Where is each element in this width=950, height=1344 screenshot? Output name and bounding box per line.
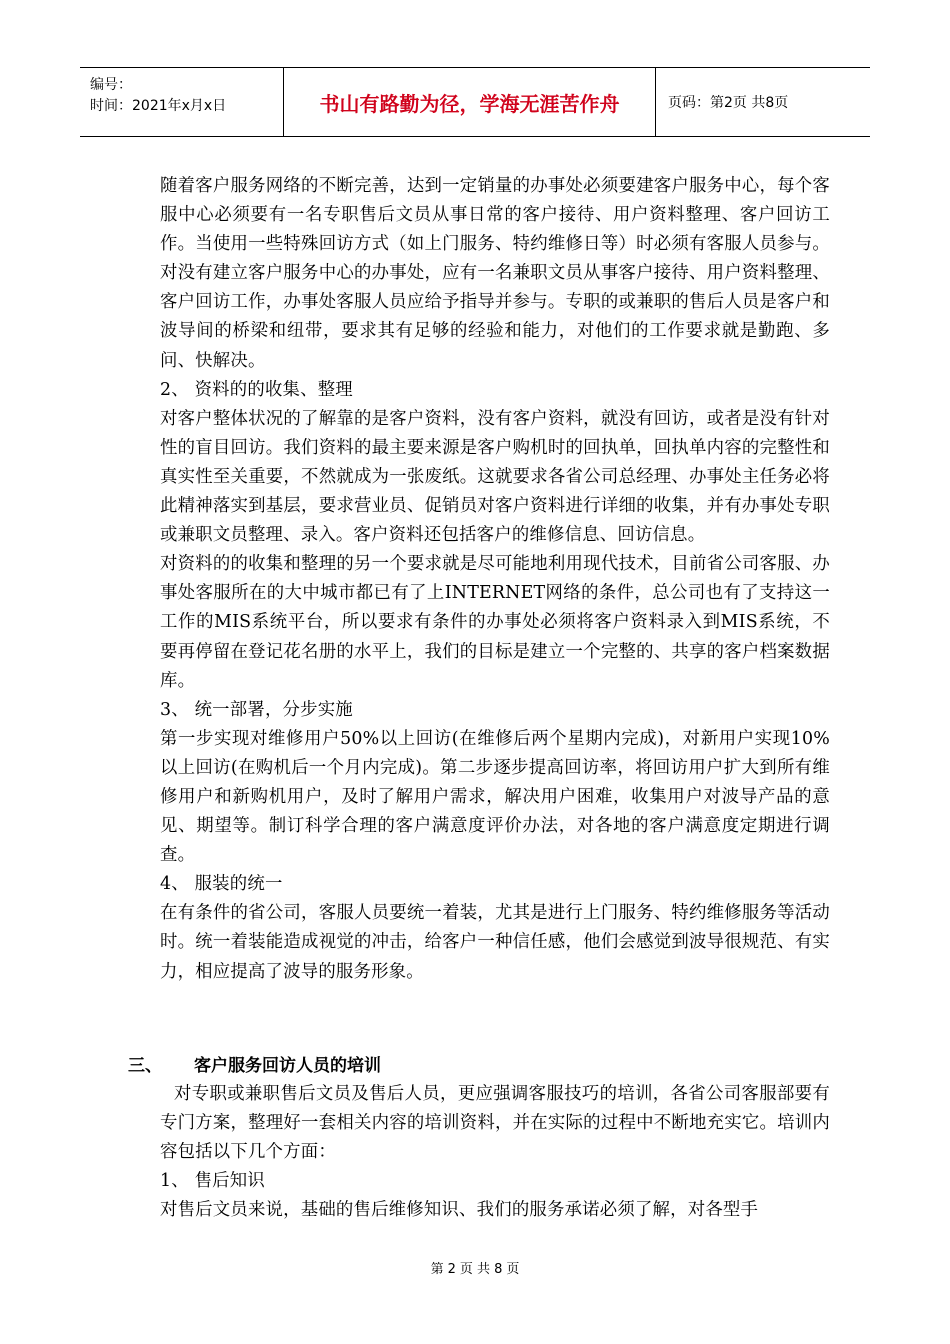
body-paragraph: 对专职或兼职售后文员及售后人员，更应强调客服技巧的培训，各省公司客服部要有专门方案，整理好一套相关内容的培训资料，并在实际的过程中不断地充实它。培训内容包括以下几个方面： bbox=[160, 1084, 830, 1163]
header-meta-cell bbox=[80, 68, 284, 136]
subheading: 2、 资料的的收集、整理 bbox=[160, 379, 353, 400]
page-footer bbox=[0, 1258, 950, 1277]
body-paragraph: 对客户整体状况的了解靠的是客户资料，没有客户资料，就没有回访，或者是没有针对性的盲目回访。我们资料的最主要来源是客户购机时的回执单，回执单内容的完整性和真实性至关重要，不然就成为一张废纸。这就要求各省公司总经理、办事处主任务必将此精神落实到基层，要求营业员、促销员对客户资料进行详细的收集，并有办事处专职或兼职文员整理、录入。客户资料还包括客户的维修信息、回访信息。 bbox=[160, 408, 830, 546]
section-title: 客户服务回访人员的培训 bbox=[194, 1056, 381, 1076]
section-number: 三、 bbox=[128, 1056, 162, 1076]
footer-suffix: 页 bbox=[506, 1262, 520, 1277]
section-heading bbox=[128, 1051, 381, 1076]
page-info: 页码：第2页 共8页 bbox=[668, 95, 789, 111]
subheading: 4、 服装的统一 bbox=[160, 874, 283, 895]
body-paragraph: 随着客户服务网络的不断完善，达到一定销量的办事处必须要建客户服务中心，每个客服中心必须要有一名专职售后文员从事日常的客户接待、用户资料整理、客户回访工作。当使用一些特殊回访方式（如上门服务、特约维修日等）时必须有客服人员参与。对没有建立客户服务中心的办事处，应有一名兼职文员从事客户接待、用户资料整理、客户回访工作，办事处客服人员应给予指导并参与。专职的或兼职的售后人员是客户和波导间的桥梁和纽带，要求其有足够的经验和能力，对他们的工作要求就是勤跑、多问、快解决。 bbox=[160, 176, 830, 371]
header-motto-cell bbox=[284, 68, 656, 136]
subheading: 1、 售后知识 bbox=[160, 1171, 265, 1192]
body-paragraph: 在有条件的省公司，客服人员要统一着装，尤其是进行上门服务、特约维修服务等活动时。统一着装能造成视觉的冲击，给客户一种信任感，他们会感觉到波导很规范、有实力，相应提高了波导的服务形象。 bbox=[160, 903, 830, 982]
page-header bbox=[80, 67, 870, 137]
body-paragraph: 对资料的的收集和整理的另一个要求就是尽可能地利用现代技术，目前省公司客服、办事处客服所在的大中城市都已有了上INTERNET网络的条件，总公司也有了支持这一工作的MIS系统平台，所以要求有条件的办事处必须将客户资料录入到MIS系统，不要再停留在登记花名册的水平上，我们的目标是建立一个完整的、共享的客户档案数据库。 bbox=[160, 554, 830, 691]
motto-text: 书山有路勤为径，学海无涯苦作舟 bbox=[319, 91, 620, 116]
subheading: 3、 统一部署，分步实施 bbox=[160, 699, 353, 720]
footer-mid: 页 共 bbox=[459, 1262, 491, 1277]
number-label: 编号： bbox=[90, 77, 132, 93]
footer-prefix: 第 bbox=[430, 1262, 444, 1277]
header-page-cell bbox=[656, 68, 870, 136]
body-paragraph: 第一步实现对维修用户50%以上回访(在维修后两个星期内完成)，对新用户实现10%以上回访(在购机后一个月内完成)。第二步逐步提高回访率，将回访用户扩大到所有维修用户和新购机用户，及时了解用户需求，解决用户困难，收集用户对波导产品的意见、期望等。制订科学合理的客户满意度评价办法，对各地的客户满意度定期进行调查。 bbox=[160, 728, 830, 866]
footer-page-number: 2 bbox=[447, 1262, 456, 1277]
document-body bbox=[160, 172, 830, 987]
section-body bbox=[160, 1080, 830, 1225]
footer-total-pages: 8 bbox=[494, 1262, 503, 1277]
date-label: 时间：2021年x月x日 bbox=[90, 98, 227, 114]
body-paragraph: 对售后文员来说，基础的售后维修知识、我们的服务承诺必须了解，对各型手 bbox=[160, 1200, 759, 1221]
